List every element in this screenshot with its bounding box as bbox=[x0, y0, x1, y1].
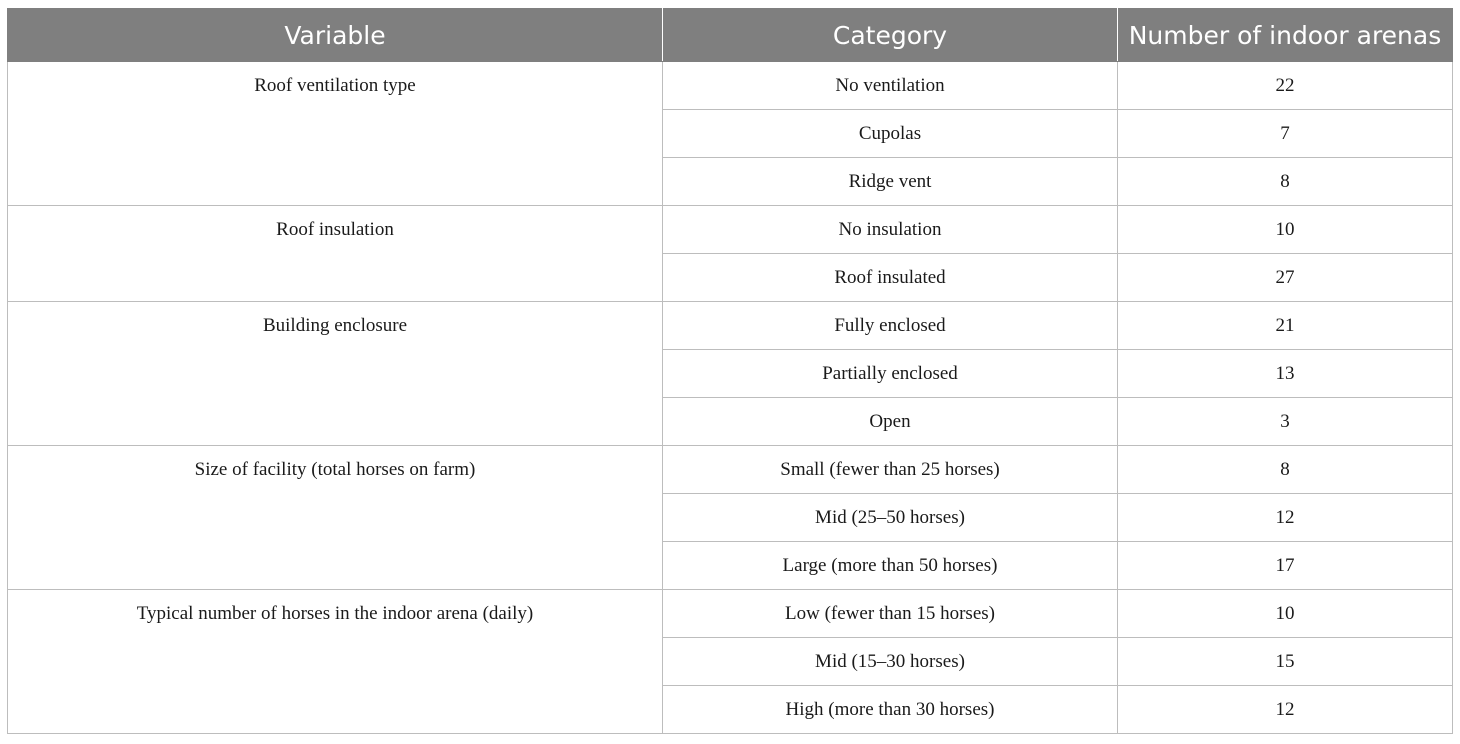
table-row bbox=[8, 302, 1453, 350]
variable-cell: Typical number of horses in the indoor arena (daily) bbox=[8, 590, 663, 734]
category-cell: Mid (25–50 horses) bbox=[663, 494, 1118, 542]
count-cell: 12 bbox=[1118, 686, 1453, 734]
category-cell: No insulation bbox=[663, 206, 1118, 254]
category-cell: High (more than 30 horses) bbox=[663, 686, 1118, 734]
data-table bbox=[7, 8, 1453, 734]
category-cell: Cupolas bbox=[663, 110, 1118, 158]
category-cell: Partially enclosed bbox=[663, 350, 1118, 398]
table-body bbox=[8, 62, 1453, 734]
header-count: Number of indoor arenas bbox=[1118, 9, 1453, 62]
count-cell: 12 bbox=[1118, 494, 1453, 542]
count-cell: 21 bbox=[1118, 302, 1453, 350]
count-cell: 22 bbox=[1118, 62, 1453, 110]
table-row bbox=[8, 446, 1453, 494]
variable-cell: Building enclosure bbox=[8, 302, 663, 446]
count-cell: 15 bbox=[1118, 638, 1453, 686]
header-row bbox=[8, 9, 1453, 62]
count-cell: 13 bbox=[1118, 350, 1453, 398]
count-cell: 8 bbox=[1118, 158, 1453, 206]
header-category: Category bbox=[663, 9, 1118, 62]
category-cell: Large (more than 50 horses) bbox=[663, 542, 1118, 590]
data-table-container bbox=[7, 8, 1452, 734]
table-row bbox=[8, 206, 1453, 254]
category-cell: Open bbox=[663, 398, 1118, 446]
variable-cell: Size of facility (total horses on farm) bbox=[8, 446, 663, 590]
table-row bbox=[8, 62, 1453, 110]
count-cell: 3 bbox=[1118, 398, 1453, 446]
category-cell: Low (fewer than 15 horses) bbox=[663, 590, 1118, 638]
count-cell: 8 bbox=[1118, 446, 1453, 494]
count-cell: 10 bbox=[1118, 590, 1453, 638]
variable-cell: Roof ventilation type bbox=[8, 62, 663, 206]
category-cell: Ridge vent bbox=[663, 158, 1118, 206]
category-cell: Fully enclosed bbox=[663, 302, 1118, 350]
table-row bbox=[8, 590, 1453, 638]
count-cell: 10 bbox=[1118, 206, 1453, 254]
category-cell: Mid (15–30 horses) bbox=[663, 638, 1118, 686]
count-cell: 27 bbox=[1118, 254, 1453, 302]
category-cell: Small (fewer than 25 horses) bbox=[663, 446, 1118, 494]
header-variable: Variable bbox=[8, 9, 663, 62]
table-header bbox=[8, 9, 1453, 62]
category-cell: Roof insulated bbox=[663, 254, 1118, 302]
category-cell: No ventilation bbox=[663, 62, 1118, 110]
count-cell: 7 bbox=[1118, 110, 1453, 158]
count-cell: 17 bbox=[1118, 542, 1453, 590]
variable-cell: Roof insulation bbox=[8, 206, 663, 302]
